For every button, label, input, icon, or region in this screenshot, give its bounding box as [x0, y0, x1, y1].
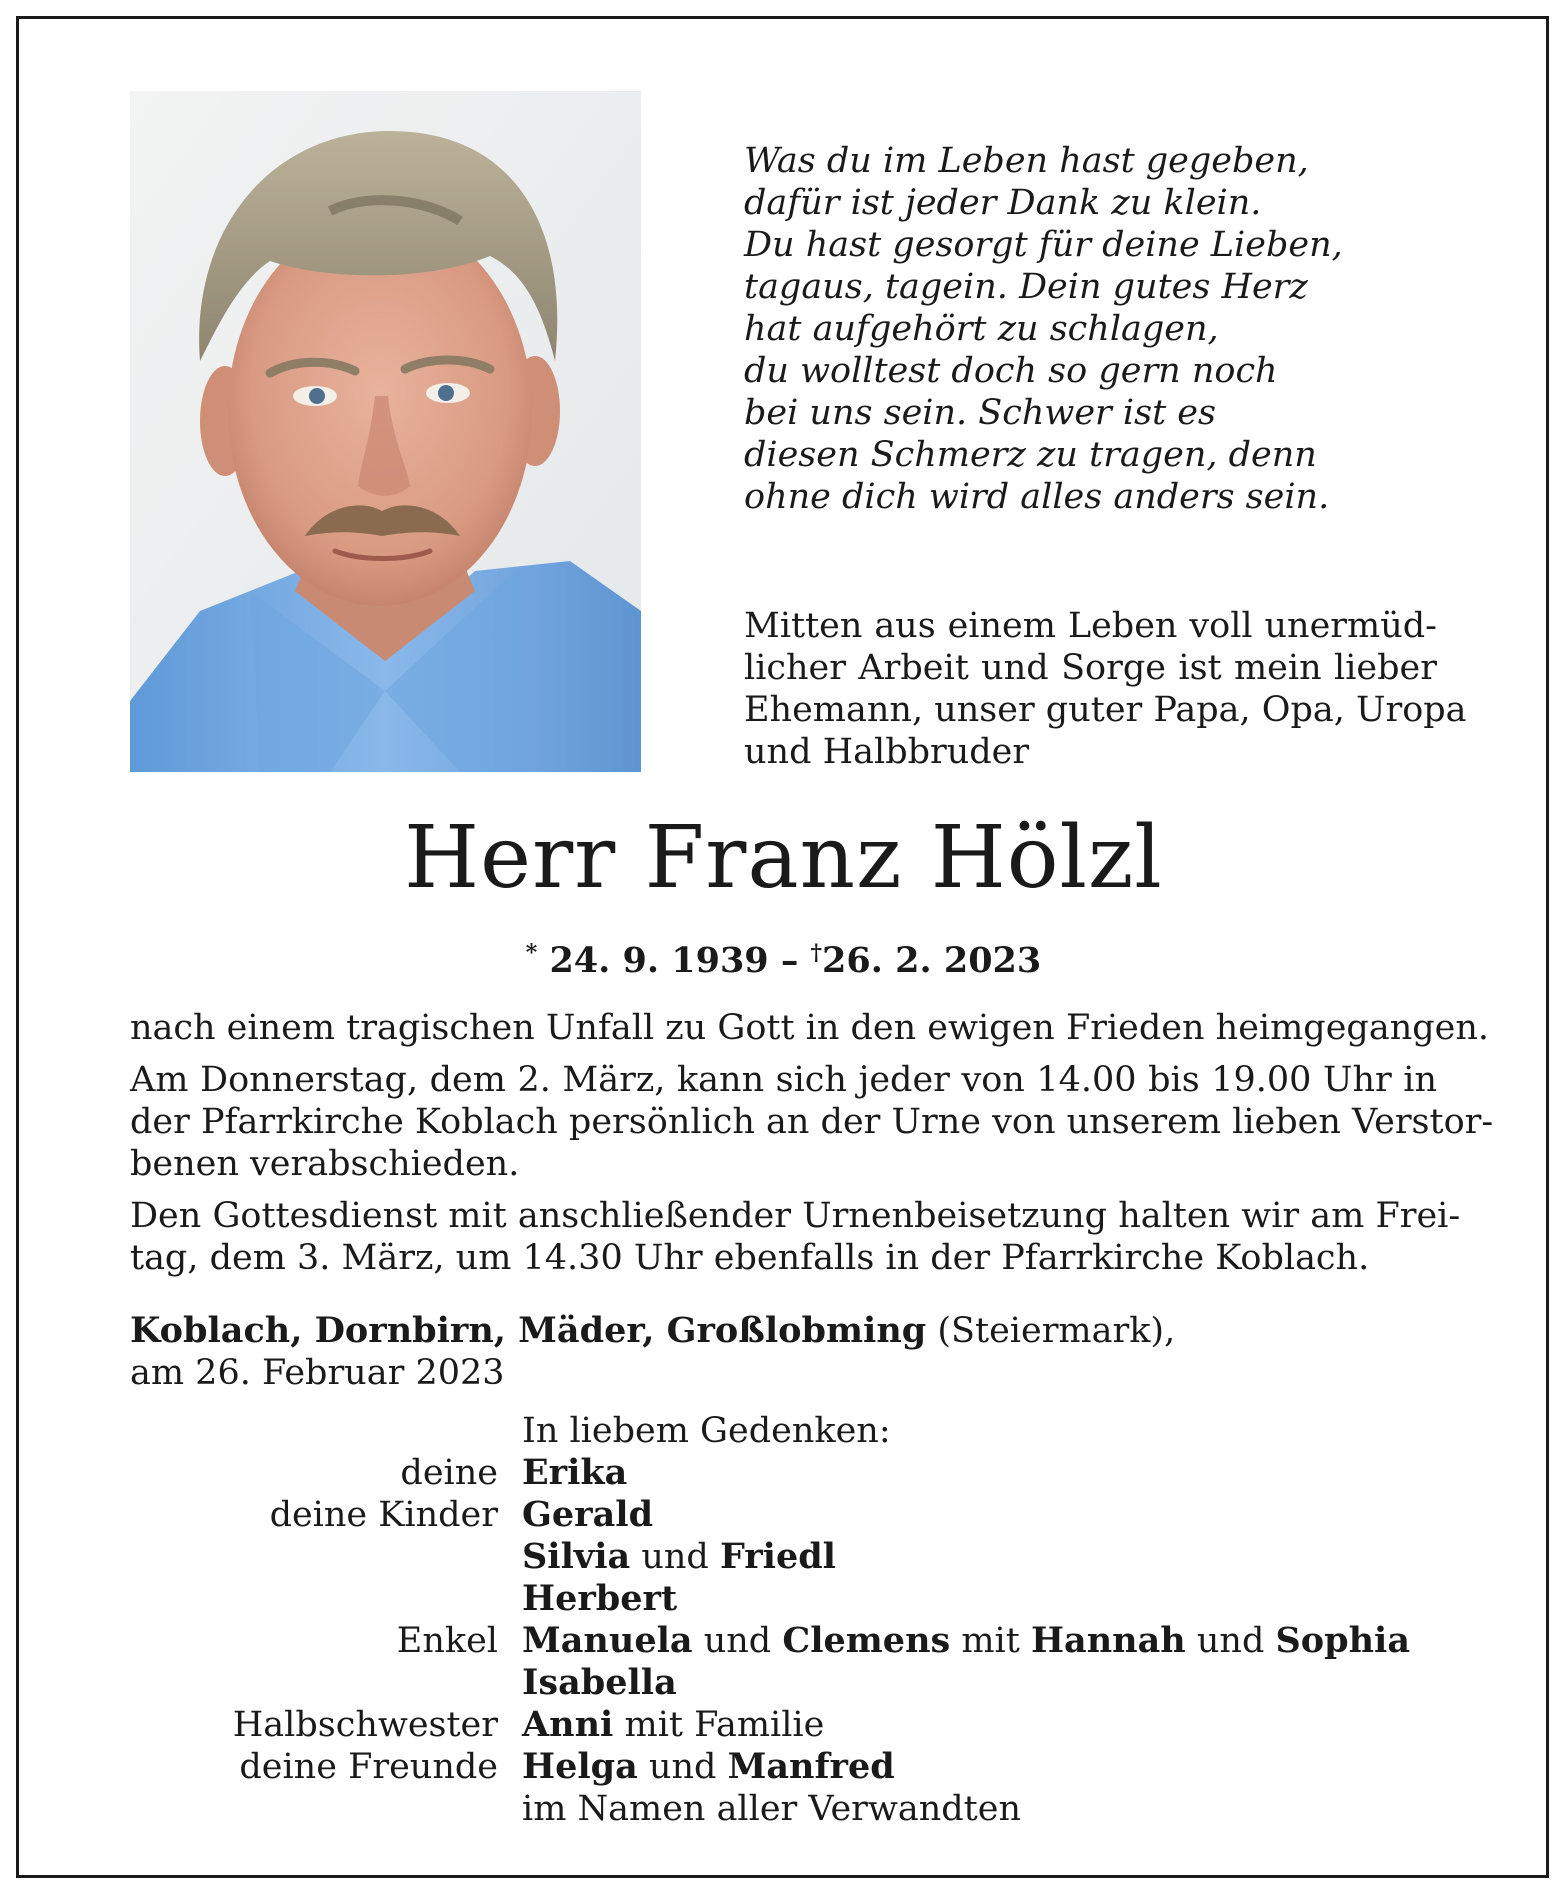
relation-label: Halbschwester: [232, 1705, 498, 1745]
poem-line: bei uns sein. Schwer ist es: [744, 393, 1216, 433]
mourners-heading: In liebem Gedenken:: [522, 1411, 891, 1451]
relatives-note: im Namen aller Verwandten: [522, 1789, 1021, 1829]
mourner-name: Herbert: [522, 1578, 678, 1619]
poem-line: dafür ist jeder Dank zu klein.: [744, 183, 1262, 223]
mourner-row: [130, 1746, 1437, 1788]
intro-text: [744, 605, 1467, 773]
poem-line: tagaus, tagein. Dein gutes Herz: [744, 267, 1308, 307]
mourner-row: [130, 1578, 1437, 1620]
mourners-list: [130, 1410, 1437, 1830]
birth-date: 24. 9. 1939: [549, 940, 769, 981]
mourners-heading-row: [130, 1410, 1437, 1452]
conjunction: und: [1196, 1621, 1265, 1661]
relation-label: deine Freunde: [239, 1747, 498, 1787]
mourner-name: Isabella: [522, 1662, 677, 1703]
mourner-row: [130, 1452, 1437, 1494]
body-line: der Pfarrkirche Koblach persönlich an der Urne von unserem lieben Verstor-: [130, 1102, 1494, 1142]
mourner-row: [130, 1494, 1437, 1536]
poem-line: diesen Schmerz zu tragen, denn: [744, 435, 1317, 475]
body-line: Den Gottesdienst mit anschließender Urnenbeisetzung halten wir am Frei-: [130, 1196, 1461, 1236]
mourner-name: Clemens: [782, 1620, 951, 1661]
portrait-photo: [130, 91, 641, 772]
mourner-name: Manfred: [727, 1746, 895, 1787]
conjunction: und: [641, 1537, 709, 1577]
body-line: Am Donnerstag, dem 2. März, kann sich jeder von 14.00 bis 19.00 Uhr in: [130, 1060, 1437, 1100]
life-dates: [0, 932, 1567, 982]
conjunction: und: [703, 1621, 772, 1661]
poem-line: Was du im Leben hast gegeben,: [744, 141, 1309, 181]
mourner-name: Anni: [522, 1704, 614, 1745]
date-dash: –: [780, 940, 799, 981]
paragraph-service: [130, 1195, 1461, 1279]
mourner-name: Sophia: [1275, 1620, 1411, 1661]
mourner-name: Helga: [522, 1746, 638, 1787]
poem-line: hat aufgehört zu schlagen,: [744, 309, 1219, 349]
deceased-name: Herr Franz Hölzl: [404, 808, 1163, 908]
body-line: tag, dem 3. März, um 14.30 Uhr ebenfalls in der Pfarrkirche Koblach.: [130, 1238, 1370, 1278]
paragraph-passing: [130, 1007, 1490, 1049]
poem-line: Du hast gesorgt für deine Lieben,: [744, 225, 1343, 265]
body-line: nach einem tragischen Unfall zu Gott in den ewigen Frieden heimgegangen.: [130, 1008, 1490, 1048]
mourner-row: [130, 1620, 1437, 1662]
mourner-name: Friedl: [719, 1536, 836, 1577]
conjunction: und: [648, 1747, 717, 1787]
death-date: 26. 2. 2023: [822, 940, 1042, 981]
conjunction: mit: [961, 1621, 1020, 1661]
mourner-row: [130, 1788, 1437, 1830]
body-line: benen verabschieden.: [130, 1144, 520, 1184]
family-note: mit Familie: [624, 1705, 825, 1745]
places: Koblach, Dornbirn, Mäder, Großlobming: [130, 1310, 927, 1351]
relation-label: Enkel: [396, 1621, 498, 1661]
announcement-body: [130, 1007, 1494, 1289]
paragraph-farewell: [130, 1059, 1494, 1185]
region: (Steiermark),: [937, 1311, 1176, 1351]
mourner-row: [130, 1704, 1437, 1746]
announcement-date: am 26. Februar 2023: [130, 1353, 505, 1393]
death-symbol: †: [810, 940, 823, 966]
memorial-poem: [744, 140, 1343, 518]
mourner-name: Manuela: [522, 1620, 693, 1661]
relation-label: deine: [400, 1453, 498, 1493]
intro-line: Mitten aus einem Leben voll unermüd-: [744, 606, 1437, 646]
mourner-name: Erika: [522, 1452, 628, 1493]
relation-label: deine Kinder: [269, 1495, 498, 1535]
mourner-row: [130, 1662, 1437, 1704]
mourner-name: Gerald: [522, 1494, 654, 1535]
intro-line: und Halbbruder: [744, 732, 1030, 772]
poem-line: ohne dich wird alles anders sein.: [744, 477, 1330, 517]
mourner-name: Silvia: [522, 1536, 631, 1577]
place-and-date: [130, 1310, 1437, 1394]
intro-line: Ehemann, unser guter Papa, Opa, Uropa: [744, 690, 1467, 730]
mourner-row: [130, 1536, 1437, 1578]
poem-line: du wolltest doch so gern noch: [744, 351, 1278, 391]
mourner-name: Hannah: [1030, 1620, 1186, 1661]
intro-line: licher Arbeit und Sorge ist mein lieber: [744, 648, 1437, 688]
birth-symbol: *: [525, 940, 538, 966]
